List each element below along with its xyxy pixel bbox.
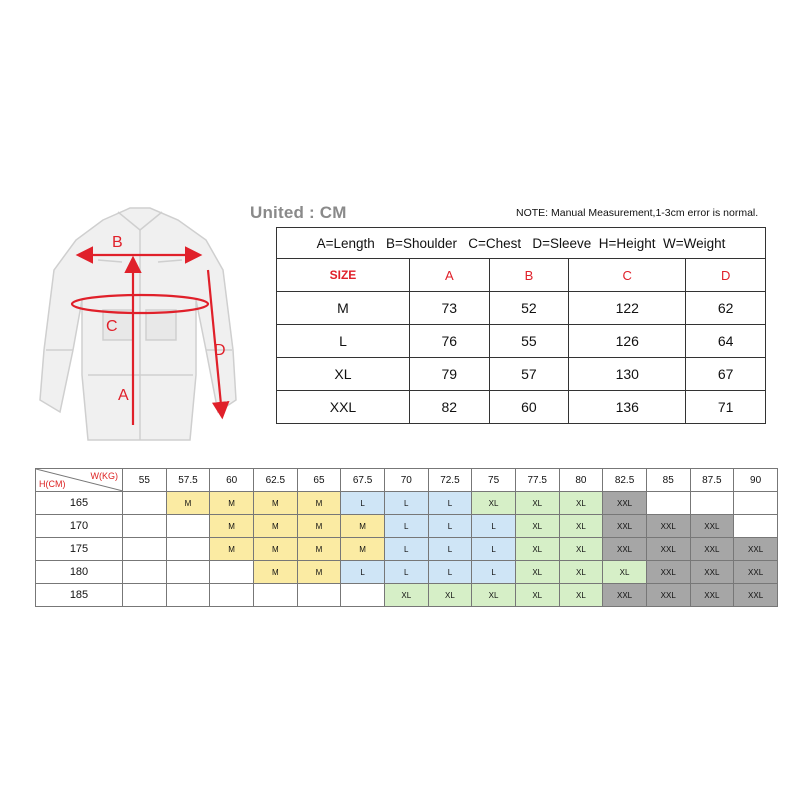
weight-header-cell: 85 (646, 469, 690, 492)
weight-header-cell: 80 (559, 469, 603, 492)
size-cell (734, 515, 778, 538)
size-cell: M (253, 492, 297, 515)
table-row (36, 515, 778, 538)
size-cell: XXL (734, 584, 778, 607)
size-cell: XXL (734, 538, 778, 561)
weight-header-row (36, 469, 778, 492)
table-row (36, 584, 778, 607)
weight-header-cell: 75 (472, 469, 516, 492)
size-cell (297, 584, 341, 607)
value-cell: 57 (489, 358, 569, 391)
table-row (36, 561, 778, 584)
size-cell: L (428, 492, 472, 515)
label-b: B (112, 234, 123, 251)
size-cell (166, 584, 210, 607)
size-cell: XL (515, 538, 559, 561)
weight-header-cell: 72.5 (428, 469, 472, 492)
size-cell: XXL (690, 538, 734, 561)
unit-title: United : CM (250, 203, 347, 222)
size-cell: M (210, 515, 254, 538)
value-cell: 60 (489, 391, 569, 424)
size-cell: XL (559, 492, 603, 515)
size-cell: XXL (690, 584, 734, 607)
size-cell: XL (559, 584, 603, 607)
table-row (36, 492, 778, 515)
size-cell: XXL (734, 561, 778, 584)
size-cell: XXL (646, 561, 690, 584)
size-cell (123, 584, 167, 607)
size-cell: M (210, 538, 254, 561)
size-cell (123, 492, 167, 515)
label-a: A (118, 387, 129, 404)
height-cell: 170 (36, 515, 123, 538)
weight-header-cell: 62.5 (253, 469, 297, 492)
value-cell: 76 (409, 325, 489, 358)
size-cell: M (277, 292, 410, 325)
weight-header-cell: 55 (123, 469, 167, 492)
size-cell: XL (515, 492, 559, 515)
weight-header-cell: 70 (384, 469, 428, 492)
size-cell: XXL (603, 515, 647, 538)
size-cell: M (253, 538, 297, 561)
size-cell: L (472, 515, 516, 538)
size-cell: M (297, 538, 341, 561)
weight-header-cell: 77.5 (515, 469, 559, 492)
size-cell: XXL (603, 492, 647, 515)
size-cell (253, 584, 297, 607)
size-cell: XXL (646, 515, 690, 538)
table-row (36, 538, 778, 561)
value-cell: 82 (409, 391, 489, 424)
table-row (277, 358, 766, 391)
value-cell: 55 (489, 325, 569, 358)
value-cell: 136 (569, 391, 686, 424)
size-cell: M (297, 515, 341, 538)
weight-header-cell: 87.5 (690, 469, 734, 492)
size-cell: L (472, 561, 516, 584)
label-c: C (106, 318, 118, 335)
size-cell: M (210, 492, 254, 515)
table-row (277, 391, 766, 424)
header-cell: C (569, 259, 686, 292)
table-row (277, 325, 766, 358)
size-cell: XXL (690, 515, 734, 538)
size-cell: XL (515, 584, 559, 607)
weight-header-cell: 90 (734, 469, 778, 492)
header-cell: A (409, 259, 489, 292)
height-cell: 175 (36, 538, 123, 561)
weight-header-cell: 67.5 (341, 469, 385, 492)
header-cell: SIZE (277, 259, 410, 292)
weight-header-cell: 65 (297, 469, 341, 492)
size-cell: L (428, 515, 472, 538)
height-cell: 180 (36, 561, 123, 584)
height-cell: 185 (36, 584, 123, 607)
jacket-illustration (18, 200, 258, 450)
size-cell: L (277, 325, 410, 358)
value-cell: 62 (686, 292, 766, 325)
size-cell (210, 584, 254, 607)
size-cell: L (384, 515, 428, 538)
size-cell: M (297, 561, 341, 584)
size-cell: XXL (603, 584, 647, 607)
value-cell: 122 (569, 292, 686, 325)
size-cell: XL (559, 561, 603, 584)
size-cell: L (384, 538, 428, 561)
header-cell: B (489, 259, 569, 292)
weight-height-table (35, 468, 778, 607)
value-cell: 67 (686, 358, 766, 391)
header-cell: D (686, 259, 766, 292)
size-cell (690, 492, 734, 515)
height-axis-label: H(CM) (39, 479, 66, 489)
size-cell (123, 561, 167, 584)
weight-axis-label: W(KG) (90, 471, 118, 481)
value-cell: 130 (569, 358, 686, 391)
size-cell: XL (277, 358, 410, 391)
size-cell: XL (515, 561, 559, 584)
size-cell: M (253, 561, 297, 584)
size-cell: L (428, 561, 472, 584)
size-cell (341, 584, 385, 607)
weight-header-cell: 82.5 (603, 469, 647, 492)
value-cell: 79 (409, 358, 489, 391)
size-cell: XL (515, 515, 559, 538)
size-cell: L (341, 561, 385, 584)
measurement-note: NOTE: Manual Measurement,1-3cm error is normal. (516, 207, 759, 219)
size-cell: XXL (646, 538, 690, 561)
value-cell: 64 (686, 325, 766, 358)
size-cell (123, 515, 167, 538)
value-cell: 73 (409, 292, 489, 325)
size-cell: XL (428, 584, 472, 607)
size-cell (123, 538, 167, 561)
size-cell: M (253, 515, 297, 538)
size-cell: XL (559, 515, 603, 538)
value-cell: 71 (686, 391, 766, 424)
size-cell: M (341, 538, 385, 561)
size-cell: XL (559, 538, 603, 561)
size-cell: XL (472, 492, 516, 515)
size-cell: XXL (277, 391, 410, 424)
size-cell: M (166, 492, 210, 515)
corner-cell (36, 469, 123, 492)
size-cell: XL (384, 584, 428, 607)
size-cell: XXL (690, 561, 734, 584)
label-d: D (214, 342, 226, 359)
weight-header-cell: 60 (210, 469, 254, 492)
size-cell: L (384, 561, 428, 584)
size-cell (166, 515, 210, 538)
size-cell: XXL (646, 584, 690, 607)
size-cell: M (297, 492, 341, 515)
header-row (277, 259, 766, 292)
size-cell (166, 538, 210, 561)
legend-row (277, 228, 766, 259)
size-cell: XXL (603, 538, 647, 561)
value-cell: 126 (569, 325, 686, 358)
size-cell (210, 561, 254, 584)
weight-header-cell: 57.5 (166, 469, 210, 492)
measurement-table (276, 227, 766, 424)
height-cell: 165 (36, 492, 123, 515)
size-cell: L (384, 492, 428, 515)
legend-cell: A=Length B=Shoulder C=Chest D=Sleeve H=Height W=Weight (277, 228, 766, 259)
size-cell (646, 492, 690, 515)
size-cell: L (428, 538, 472, 561)
size-cell (734, 492, 778, 515)
size-cell: XL (603, 561, 647, 584)
size-cell (166, 561, 210, 584)
size-cell: XL (472, 584, 516, 607)
jacket-measurement-diagram (18, 200, 258, 450)
size-cell: M (341, 515, 385, 538)
size-cell: L (472, 538, 516, 561)
table-row (277, 292, 766, 325)
value-cell: 52 (489, 292, 569, 325)
size-cell: L (341, 492, 385, 515)
